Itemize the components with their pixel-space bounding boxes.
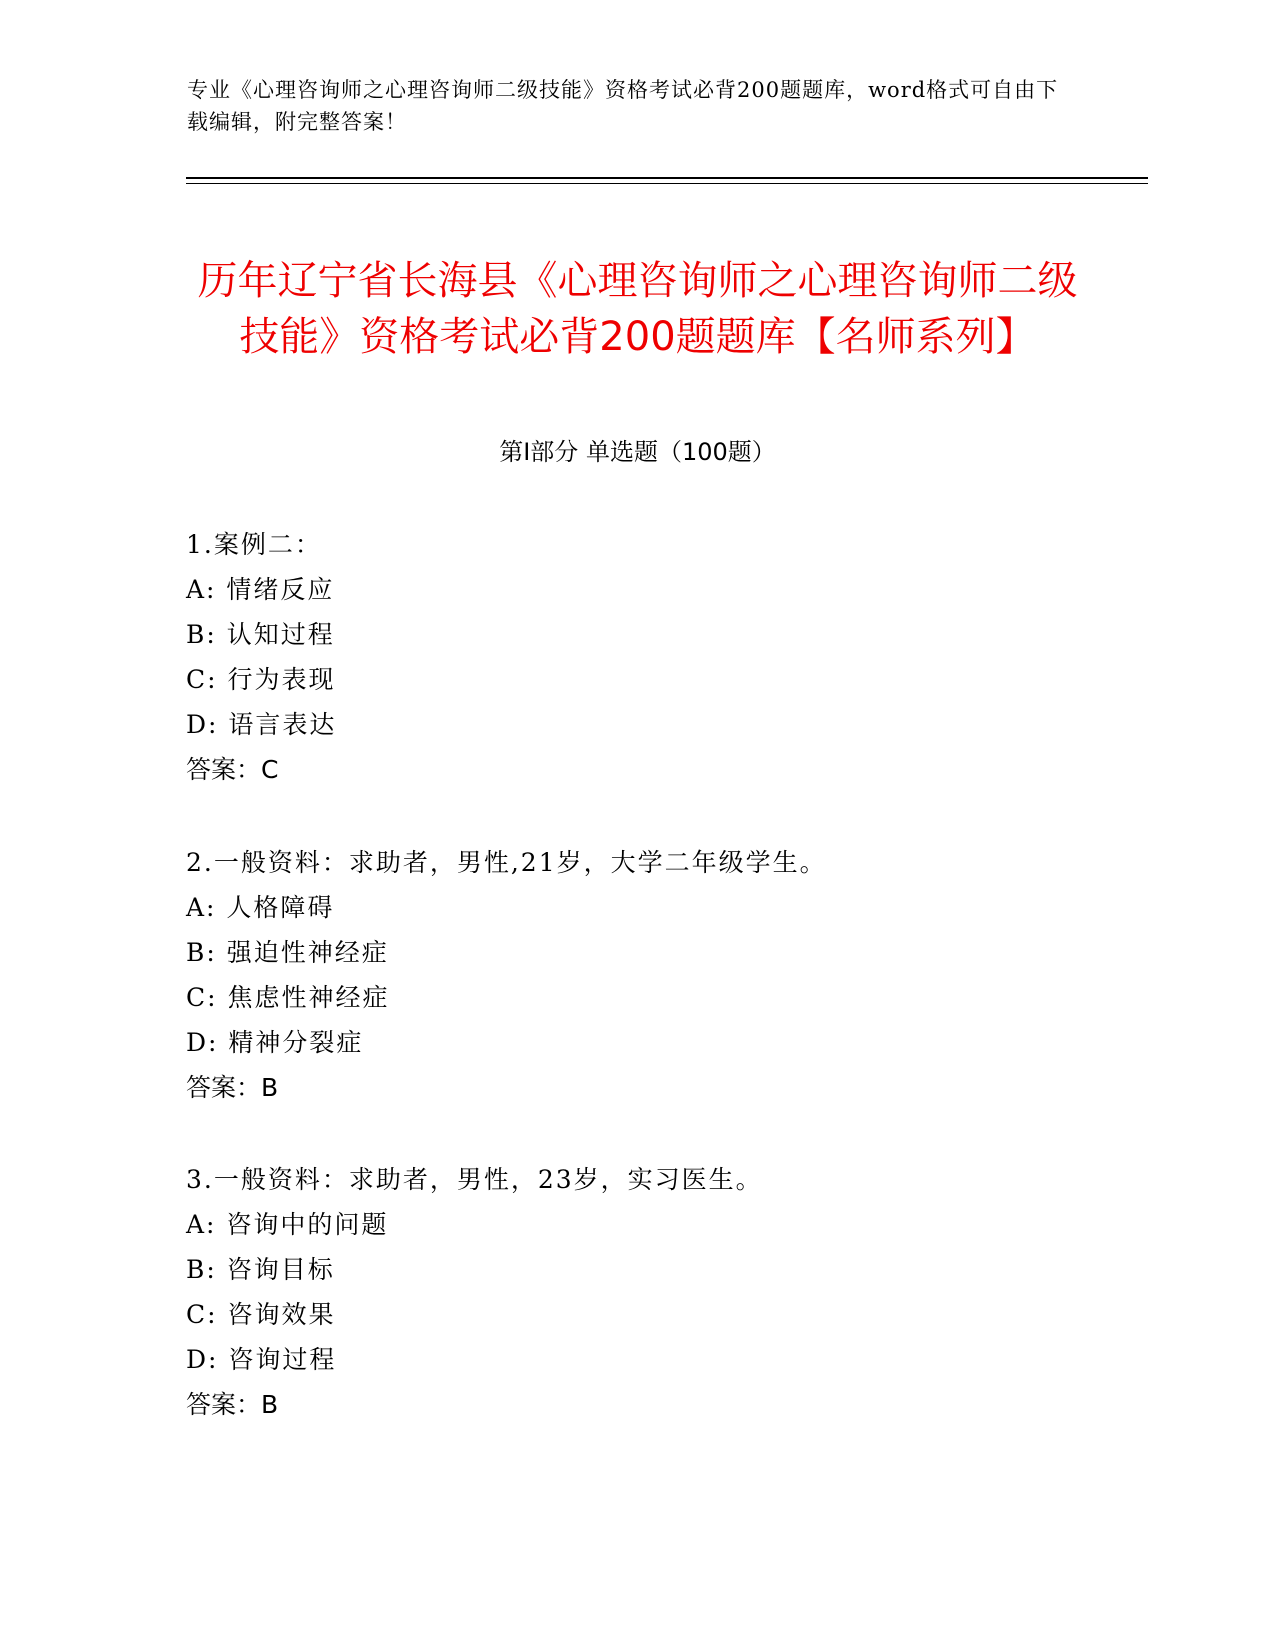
option-b: B: 认知过程 xyxy=(186,620,335,649)
question-stem: 3.一般资料：求助者，男性，23岁，实习医生。 xyxy=(186,1165,763,1194)
option-c: C: 行为表现 xyxy=(186,665,336,694)
option-d: D: 精神分裂症 xyxy=(186,1028,364,1057)
question-1 xyxy=(186,522,336,792)
option-b: B: 强迫性神经症 xyxy=(186,938,389,967)
question-2 xyxy=(186,840,827,1110)
option-a: A: 人格障碍 xyxy=(186,893,335,922)
option-b: B: 咨询目标 xyxy=(186,1255,335,1284)
document-title: 历年辽宁省长海县《心理咨询师之心理咨询师二级技能》资格考试必背200题题库【名师系列】 xyxy=(197,257,1078,360)
option-a: A: 情绪反应 xyxy=(186,575,335,604)
section-heading: 第I部分 单选题（100题） xyxy=(499,438,776,466)
question-3 xyxy=(186,1157,763,1427)
answer: 答案：C xyxy=(186,755,279,784)
answer: 答案：B xyxy=(186,1073,279,1102)
question-stem: 2.一般资料：求助者，男性,21岁，大学二年级学生。 xyxy=(186,848,827,877)
question-stem: 1.案例二： xyxy=(186,530,322,559)
answer: 答案：B xyxy=(186,1390,279,1419)
option-c: C: 咨询效果 xyxy=(186,1300,336,1329)
option-d: D: 咨询过程 xyxy=(186,1345,337,1374)
header-note: 专业《心理咨询师之心理咨询师二级技能》资格考试必背200题题库，word格式可自由下载编辑，附完整答案！ xyxy=(187,78,1059,134)
option-d: D: 语言表达 xyxy=(186,710,337,739)
header-divider-thick xyxy=(186,177,1148,179)
option-c: C: 焦虑性神经症 xyxy=(186,983,390,1012)
option-a: A: 咨询中的问题 xyxy=(186,1210,389,1239)
header-divider-thin xyxy=(186,183,1148,184)
